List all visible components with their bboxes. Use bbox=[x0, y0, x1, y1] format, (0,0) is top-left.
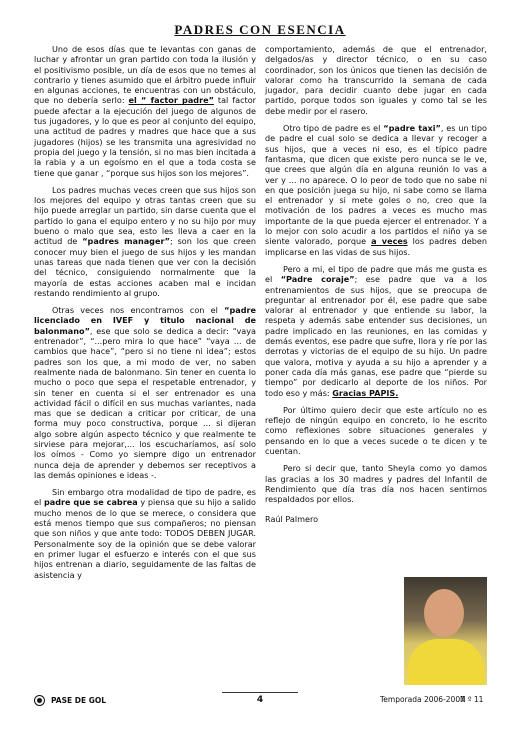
paragraph-padres-manager: Los padres muchas veces creen que sus hijos son los mejores del equipo y otras tantas creen que su hijo puede arreglar un partido, sin darse cuenta que el partido lo gana el equipo entero y no su hijo por muy bueno o malo que sea, esto les lleva a caer en la actitud de “padres manager”; son los que creen conocer muy bien el juego de sus hijos y les mandan unas tareas que nada tienen que ver con la decisión del técnico, consiguiendo normalmente que la mayoría de estas acciones acaben mal e incidan restando rendimiento al grupo. bbox=[34, 184, 256, 298]
right-column bbox=[265, 44, 487, 532]
photo-shirt bbox=[408, 639, 484, 685]
highlight-factor-padre: el “ factor padre” bbox=[128, 95, 214, 106]
paragraph-thanks: Pero si decir que, tanto Sheyla como yo damos las gracias a los 30 madres y padres del Infantil de Rendimiento que día tras día nos hacen sentirnos respaldados por ellos. bbox=[265, 463, 487, 505]
author-signature: Raúl Palmero bbox=[265, 514, 319, 525]
page-number: 4 bbox=[256, 695, 264, 705]
highlight-gracias-papis: Gracias PAPIS. bbox=[332, 387, 399, 398]
highlight-a-veces: a veces bbox=[371, 236, 408, 247]
footer-divider bbox=[222, 692, 298, 693]
paragraph-continuation: comportamiento, además de que el entrenador, delgados/as y director técnico, o en su caso coordinador, son los únicos que tienen las decisión de valorar como ha transcurrido la semana de cada jugador, para decidir cuanto debe jugar en cada partido, porque todos son iguales y como tal se les debe medir por el rasero. bbox=[265, 44, 487, 116]
highlight-padres-manager: “padres manager” bbox=[82, 236, 170, 247]
highlight-padre-coraje: “Padre coraje” bbox=[280, 274, 355, 285]
article-title: PADRES CON ESENCIA bbox=[174, 22, 346, 37]
issue-number: N º 11 bbox=[460, 695, 484, 704]
left-column bbox=[34, 44, 256, 587]
paragraph-padre-licenciado: Otras veces nos encontramos con el “padre licenciado en IVEF y titulo nacional de balonmano”, ese que solo se dedica a decir: “vaya entrenador”, “...pero mira lo que hace” “vaya ... de cambios que hace”, “pero si no tiene ni idea”; estos padres son los que, a mi modo de ver, no saben realmente nada de balonmano. Sin tener en cuenta lo mucho o poco que sepa el respetable entrenador, y sin tener en cuenta si el ser entrenador es una actividad fácil o difícil en sus muchas variantes, nada mas que se dedican a criticar por criticar, de una forma muy poco constructiva, porque ... si dijeran algo sobre algún aspecto técnico y que realmente te sirviese para mejorar,... los escucharíamos, así solo los oímos - Como yo siempre digo un entrenador nunca deja de aprender y debemos ser receptivos a las demás opiniones e ideas -. bbox=[34, 305, 256, 480]
paragraph-padre-cabrea: Sin embargo otra modalidad de tipo de padre, es el padre que se cabrea y piensa que su hijo a salido mucho menos de lo que se merece, o considera que está menos tiempo que sus compañeros; no piensan que son niños y que ante todo: TODOS DEBEN JUGAR. Personalmente soy de la opinión que se debe valorar en primer lugar el esfuerzo e interés con el que sus hijos entrenan a diario, seguidamente de las faltas de asistencia y bbox=[34, 487, 256, 580]
highlight-padre-licenciado: “padre licenciado en IVEF y titulo nacional de balonmano” bbox=[34, 305, 256, 336]
highlight-padre-cabrea: padre que se cabrea bbox=[43, 497, 138, 508]
footer-season: Temporada 2006-2007 bbox=[380, 695, 465, 704]
paragraph-padre-coraje: Pero a mi, el tipo de padre que más me gusta es el “Padre coraje”; ese padre que va a los entrenamientos de sus hijos, que se preocupa de preguntar al entrenador por él, ese padre que sabe valorar al entrenador y que entiende su labor, la respeta y además sabe entender sus decisiones, un padre implicado en las reuniones, en las comidas y demás eventos, ese padre que sufre, llora y ríe por las derrotas y victorias de el equipo de su hijo. Un padre que valora, motiva y ayuda a su hijo a aprender y a poner cada día más ganas, ese padre que “pierde su tiempo” por dedicarlo al deporte de los niños. Por todo eso y más: Gracias PAPIS. bbox=[265, 263, 487, 398]
paragraph-closing: Por último quiero decir que este artículo no es reflejo de ningún equipo en concreto, lo he escrito como reflexiones sobre situaciones generales y pensando en lo que a veces sucede o te dicen y te cuentan. bbox=[265, 404, 487, 456]
highlight-padre-taxi: “padre taxi” bbox=[383, 123, 441, 134]
paragraph-factor-padre: Uno de esos días que te levantas con ganas de luchar y afrontar un gran partido con toda la ilusión y el positivismo posible, un día de esos que no temes al contrario y tienes asumido que el árbitro puede influir en algunas acciones, te encuentras con un obstáculo, que no debería serlo: el “ factor padre” tal factor puede afectar a la ejecución del juego de algunos de tus jugadores, y lo que es peor al conjunto del equipo, una actitud de padres y madres que hace que a sus jugadores (hijos) se les transmita una agresividad no propia del juego y la tensión, si no mas bien incitada a la rabia y a un egoísmo en el que a toda costa se tiene que ganar , “porque sus hijos son los mejores”. bbox=[34, 44, 256, 178]
photo-face bbox=[424, 589, 464, 637]
footer-logo-text: PASE DE GOL bbox=[51, 696, 107, 705]
author-photo bbox=[404, 577, 487, 685]
paragraph-padre-taxi: Otro tipo de padre es el “padre taxi”, es un tipo de padre el cual solo se dedica a llevar y recoger a sus hijos, que a veces ni eso, es el típico padre fantasma, que dicen que existe pero nunca se le ve, que crees que algún día en alguna reunión lo vas a ver y ... no aparece. O lo peor de todo que no sabe ni en que posición juega su hijo, ni sabe como se llama el entrenador y si mete goles o no, creo que la motivación de los padres a veces es mucho mas importante de la que pueda ejercer el entrenador. Y a lo mejor con solo acudir a los partidos el niño ya se siente valorado, porque a veces los padres deben implicarse en las vidas de sus hijos. bbox=[265, 123, 487, 257]
